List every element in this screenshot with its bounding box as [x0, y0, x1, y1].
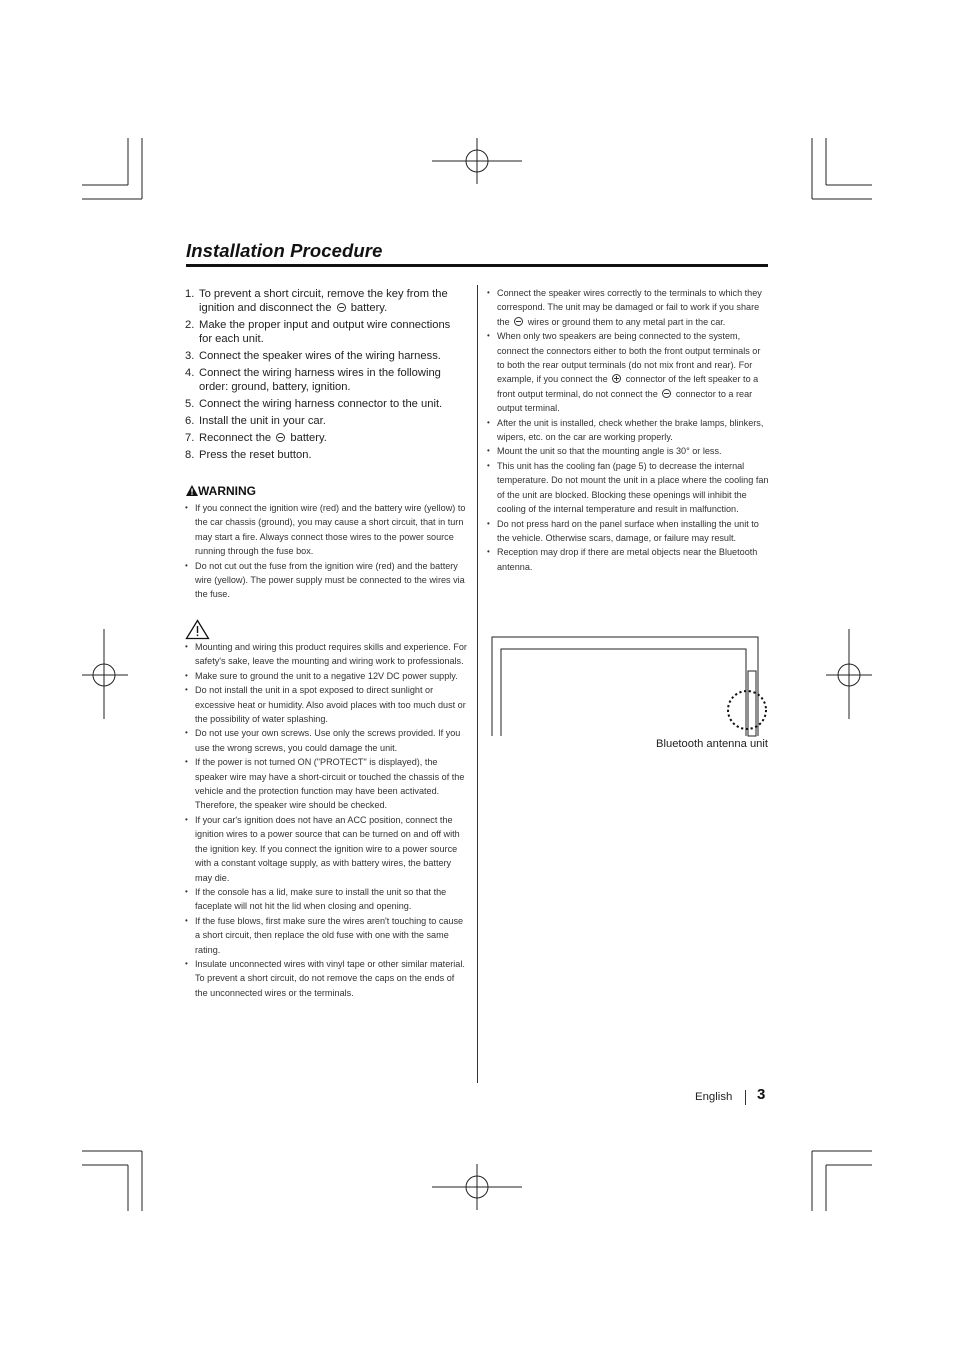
step-text: Install the unit in your car.	[199, 415, 326, 427]
step-number: 8.	[185, 449, 195, 461]
step-item	[185, 366, 465, 394]
caution-item: • If the fuse blows, first make sure the wires aren't touching to cause a short circuit, then replace the old fuse with one with the same rating.	[185, 914, 469, 957]
precaution-item	[487, 545, 769, 574]
plus-terminal-icon	[612, 374, 621, 383]
precaution-text: This unit has the cooling fan (page 5) to decrease the internal temperature. Do not mount the unit in a place where the cooling fan of the unit are blocked. Blocking these openings will inhibit the cooling of the internal temperature and result in malfunction.	[497, 460, 769, 515]
step-item	[185, 318, 465, 346]
title-rule	[186, 264, 768, 267]
caution-item: • Make sure to ground the unit to a negative 12V DC power supply.	[185, 669, 469, 683]
column-divider	[477, 285, 478, 1083]
precaution-item	[487, 286, 769, 329]
step-text-after: battery.	[347, 302, 388, 314]
precaution-item	[487, 459, 769, 517]
footer-language: English	[695, 1091, 733, 1103]
step-text: Press the reset button.	[199, 449, 312, 461]
caution-item: • Do not install the unit in a spot exposed to direct sunlight or excessive heat or humidity. Also avoid places with too much dust or the possibility of water splashing.	[185, 683, 469, 726]
minus-terminal-icon	[514, 317, 523, 326]
step-text: Connect the wiring harness wires in the following order: ground, battery, ignition.	[199, 367, 441, 393]
figure-caption: Bluetooth antenna unit	[656, 738, 768, 750]
step-item	[185, 397, 465, 411]
precaution-item	[487, 517, 769, 546]
warning-list	[185, 501, 467, 602]
precaution-text: Reception may drop if there are metal objects near the Bluetooth antenna.	[497, 547, 758, 572]
step-item	[185, 448, 465, 462]
precaution-text: Mount the unit so that the mounting angle is 30° or less.	[497, 446, 722, 457]
caution-item: • If the power is not turned ON ("PROTECT" is displayed), the speaker wire may have a short-circuit or touched the chassis of the vehicle and the protection function may have been activated. Therefore, the speaker wire should be checked.	[185, 755, 469, 813]
minus-terminal-icon	[276, 433, 285, 442]
caution-item: • If the console has a lid, make sure to install the unit so that the faceplate will not hit the lid when closing and opening.	[185, 885, 469, 914]
step-number: 5.	[185, 398, 195, 410]
page-number: 3	[757, 1086, 766, 1103]
footer-separator	[745, 1090, 746, 1105]
step-text: Reconnect the	[199, 432, 275, 444]
precaution-text: After the unit is installed, check whether the brake lamps, blinkers, wipers, etc. on the car are working properly.	[497, 417, 764, 443]
precaution-text: Connect the speaker wires correctly to the terminals to which they correspond. The unit may be damaged or fail to work if you share the	[497, 288, 762, 327]
step-number: 3.	[185, 350, 195, 362]
step-number: 4.	[185, 367, 195, 379]
step-text: Connect the wiring harness connector to the unit.	[199, 398, 443, 410]
precautions-list	[487, 286, 769, 574]
step-item	[185, 431, 465, 445]
antenna-location-marker	[728, 691, 766, 729]
precaution-item	[487, 444, 769, 458]
warning-heading	[186, 484, 256, 498]
minus-terminal-icon	[662, 389, 671, 398]
step-item	[185, 349, 465, 363]
minus-terminal-icon	[337, 303, 346, 312]
precaution-text: wires or ground them to any metal part in the car.	[525, 316, 726, 327]
caution-list	[185, 640, 469, 1000]
step-text: To prevent a short circuit, remove the key from the ignition and disconnect the	[199, 288, 448, 314]
installation-steps	[185, 287, 465, 465]
precaution-text: Do not press hard on the panel surface when installing the unit to the vehicle. Otherwise scars, damage, or failure may result.	[497, 518, 759, 543]
precaution-item	[487, 416, 769, 445]
warning-item: • Do not cut out the fuse from the ignition wire (red) and the battery wire (yellow). The power supply must be connected to the wires via the fuse.	[185, 559, 467, 602]
step-text: Make the proper input and output wire connections for each unit.	[199, 319, 451, 345]
step-item	[185, 414, 465, 428]
step-number: 1.	[185, 288, 195, 300]
caution-item: • Insulate unconnected wires with vinyl tape or other similar material. To prevent a short circuit, do not remove the caps on the ends of the unconnected wires or the terminals.	[185, 957, 469, 1000]
step-number: 2.	[185, 319, 195, 331]
step-item	[185, 287, 465, 315]
precaution-text: connector to a rear output terminal.	[497, 388, 753, 414]
caution-triangle-icon	[185, 619, 210, 640]
precaution-text: When only two speakers are being connected to the system, connect the connectors either to both the front output terminals or to both the rear output terminals (do not mix front and rear). For example, if you connect the	[497, 331, 761, 385]
step-number: 7.	[185, 432, 195, 444]
precaution-item	[487, 329, 769, 415]
caution-item: • If your car's ignition does not have an ACC position, connect the ignition wires to a power source that can be turned on and off with the ignition key. If you connect the ignition wire to a power source with a constant voltage supply, as with battery wires, the battery may die.	[185, 813, 469, 885]
bluetooth-antenna-diagram	[488, 633, 770, 737]
caution-item: • Mounting and wiring this product requires skills and experience. For safety's sake, leave the mounting and wiring work to professionals.	[185, 640, 469, 669]
precaution-text: connector of the left speaker to a front output terminal, do not connect the	[497, 374, 759, 399]
step-text: Connect the speaker wires of the wiring harness.	[199, 350, 441, 362]
warning-icon	[186, 485, 198, 496]
page-title: Installation Procedure	[186, 240, 383, 261]
caution-item: • Do not use your own screws. Use only the screws provided. If you use the wrong screws, you could damage the unit.	[185, 726, 469, 755]
warning-item: • If you connect the ignition wire (red) and the battery wire (yellow) to the car chassis (ground), you may cause a short circuit, that in turn may start a fire. Always connect those wires to the power source running through the fuse box.	[185, 501, 467, 559]
step-text-after: battery.	[287, 432, 327, 444]
step-number: 6.	[185, 415, 195, 427]
warning-heading-label: WARNING	[198, 484, 256, 498]
